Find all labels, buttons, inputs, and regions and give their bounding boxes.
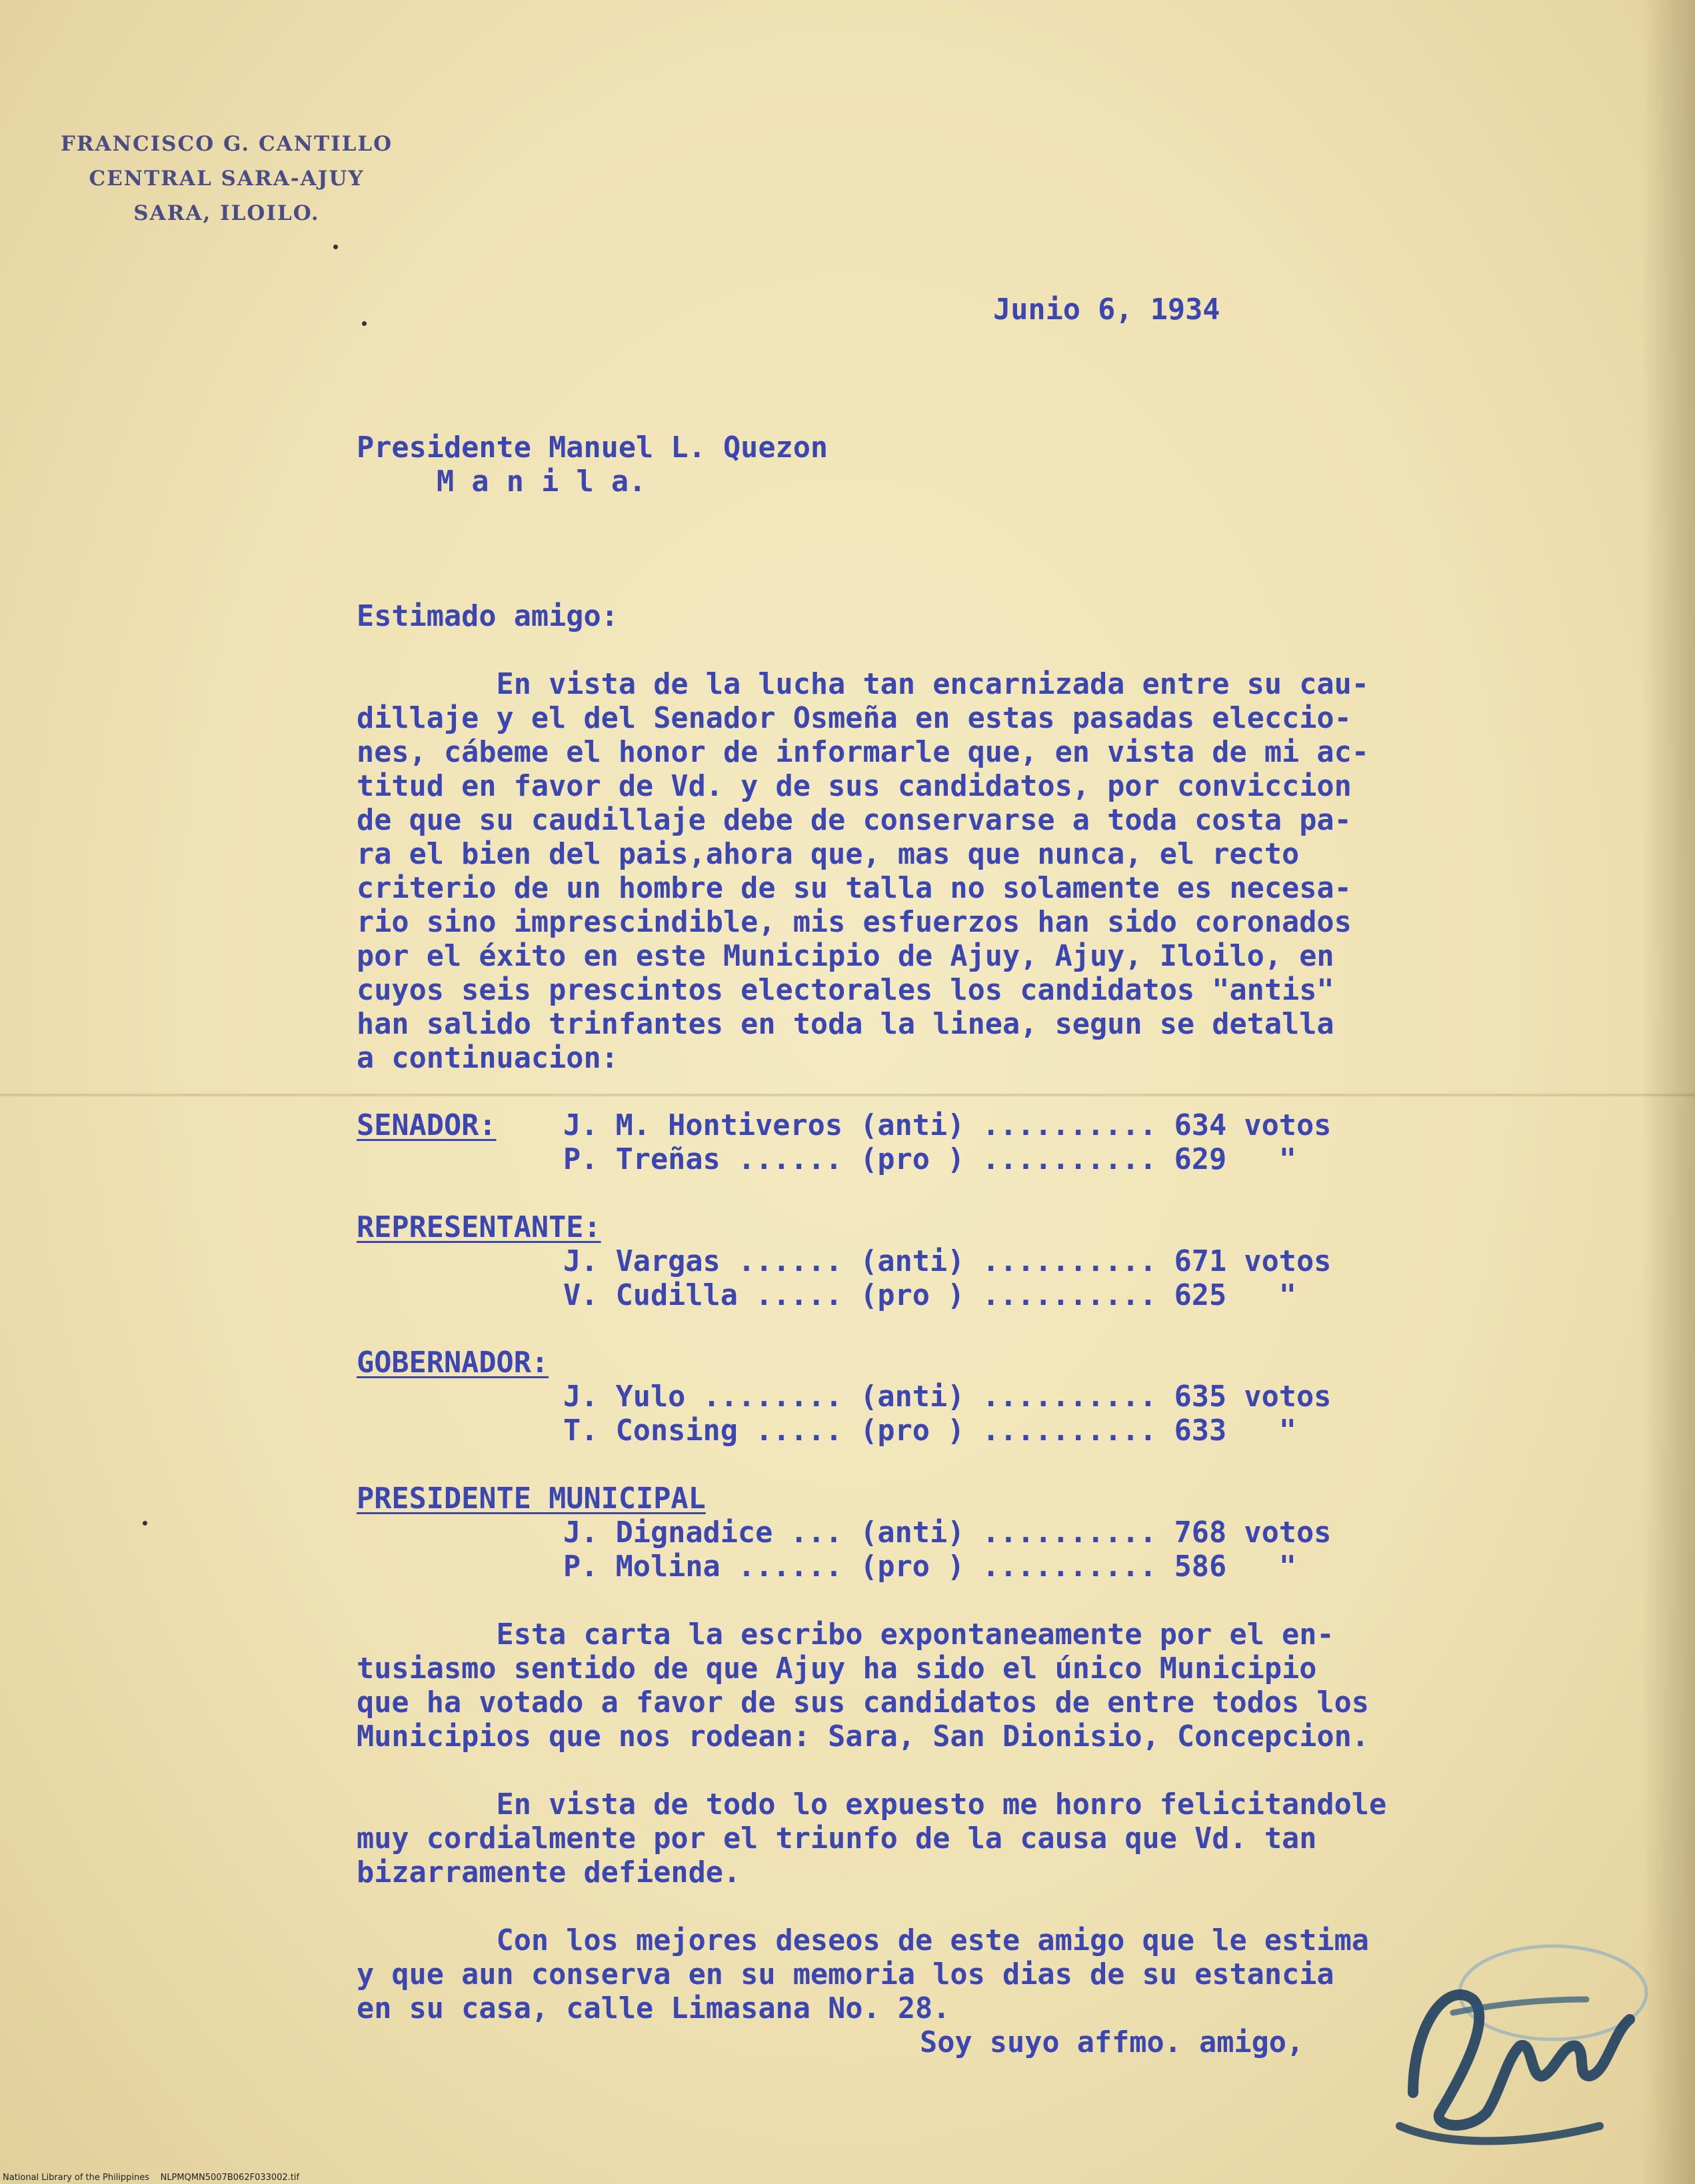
representante-row-pro: V. Cudilla ..... (pro ) .......... 625 " xyxy=(563,1279,1296,1312)
text-line: nes, cábeme el honor de informarle que, en vista de mi ac- xyxy=(357,736,1369,769)
senador-heading: SENADOR: xyxy=(357,1109,497,1142)
senador-row-anti: J. M. Hontiveros (anti) .......... 634 votos xyxy=(563,1109,1332,1142)
paper-edge-shadow xyxy=(1642,0,1695,2184)
text-line: bizarramente defiende. xyxy=(357,1856,741,1889)
text-line: y que aun conserva en su memoria los dias de su estancia xyxy=(357,1958,1334,1991)
ink-speck xyxy=(143,1521,147,1526)
letter-date: Junio 6, 1934 xyxy=(993,293,1220,327)
text-line: en su casa, calle Limasana No. 28. xyxy=(357,1992,950,2025)
text-line: Municipios que nos rodean: Sara, San Dionisio, Concepcion. xyxy=(357,1720,1369,1753)
paragraph-intro xyxy=(357,668,1369,1076)
text-line: titud en favor de Vd. y de sus candidatos, por conviccion xyxy=(357,770,1352,803)
letterhead-name: FRANCISCO G. CANTILLO xyxy=(60,132,393,156)
letterhead-line2: CENTRAL SARA-AJUY xyxy=(89,167,365,191)
salutation: Estimado amigo: xyxy=(357,600,619,633)
text-line: dillaje y el del Senador Osmeña en estas pasadas eleccio- xyxy=(357,702,1352,735)
letterhead-line3: SARA, ILOILO. xyxy=(133,201,320,225)
paragraph-wishes xyxy=(357,1924,1369,2026)
text-line: Esta carta la escribo expontaneamente por el en- xyxy=(357,1618,1334,1651)
text-line: por el éxito en este Municipio de Ajuy, Ajuy, Iloilo, en xyxy=(357,940,1334,973)
senador-row-pro: P. Treñas ...... (pro ) .......... 629 " xyxy=(563,1143,1296,1176)
text-line: han salido trinfantes en toda la linea, segun se detalla xyxy=(357,1008,1334,1041)
text-line: que ha votado a favor de sus candidatos de entre todos los xyxy=(357,1686,1369,1719)
text-line: Con los mejores deseos de este amigo que le estima xyxy=(357,1924,1369,1957)
text-line: a continuacion: xyxy=(357,1042,619,1075)
ink-speck xyxy=(333,245,338,249)
text-line: ra el bien del pais,ahora que, mas que nunca, el recto xyxy=(357,838,1300,871)
paragraph-congratulations xyxy=(357,1788,1386,1890)
presidente-municipal-heading: PRESIDENTE MUNICIPAL xyxy=(357,1482,706,1516)
text-line: cuyos seis prescintos electorales los candidatos "antis" xyxy=(357,974,1334,1007)
representante-row-anti: J. Vargas ...... (anti) .......... 671 votos xyxy=(563,1245,1332,1278)
text-line: de que su caudillaje debe de conservarse a toda costa pa- xyxy=(357,804,1352,837)
text-line: En vista de todo lo expuesto me honro felicitandole xyxy=(357,1788,1387,1821)
handwritten-signature xyxy=(1386,1926,1653,2166)
ink-speck xyxy=(362,321,367,326)
text-line: rio sino imprescindible, mis esfuerzos han sido coronados xyxy=(357,906,1352,939)
text-line: muy cordialmente por el triunfo de la causa que Vd. tan xyxy=(357,1822,1317,1855)
gobernador-row-pro: T. Consing ..... (pro ) .......... 633 " xyxy=(563,1414,1296,1448)
recipient-city: M a n i l a. xyxy=(437,465,647,499)
representante-heading: REPRESENTANTE: xyxy=(357,1211,601,1244)
gobernador-row-anti: J. Yulo ........ (anti) .......... 635 votos xyxy=(563,1380,1332,1414)
paper-fold-line xyxy=(0,1093,1695,1097)
paragraph-enthusiasm xyxy=(357,1618,1369,1754)
signature-stroke-underline xyxy=(1400,2126,1600,2141)
recipient-name: Presidente Manuel L. Quezon xyxy=(357,431,829,465)
signature-stroke-main xyxy=(1413,1995,1630,2125)
closing: Soy suyo affmo. amigo, xyxy=(920,2026,1304,2059)
presidente-municipal-row-pro: P. Molina ...... (pro ) .......... 586 " xyxy=(563,1550,1296,1584)
letterhead-stamp xyxy=(40,127,413,231)
presidente-municipal-row-anti: J. Dignadice ... (anti) .......... 768 votos xyxy=(563,1516,1332,1550)
text-line: criterio de un hombre de su talla no solamente es necesa- xyxy=(357,872,1352,905)
text-line: En vista de la lucha tan encarnizada entre su cau- xyxy=(357,668,1369,701)
gobernador-heading: GOBERNADOR: xyxy=(357,1346,549,1380)
text-line: tusiasmo sentido de que Ajuy ha sido el único Municipio xyxy=(357,1652,1317,1685)
archive-footer: National Library of the Philippines NLPMQMN5007B062F033002.tif xyxy=(3,2173,300,2183)
